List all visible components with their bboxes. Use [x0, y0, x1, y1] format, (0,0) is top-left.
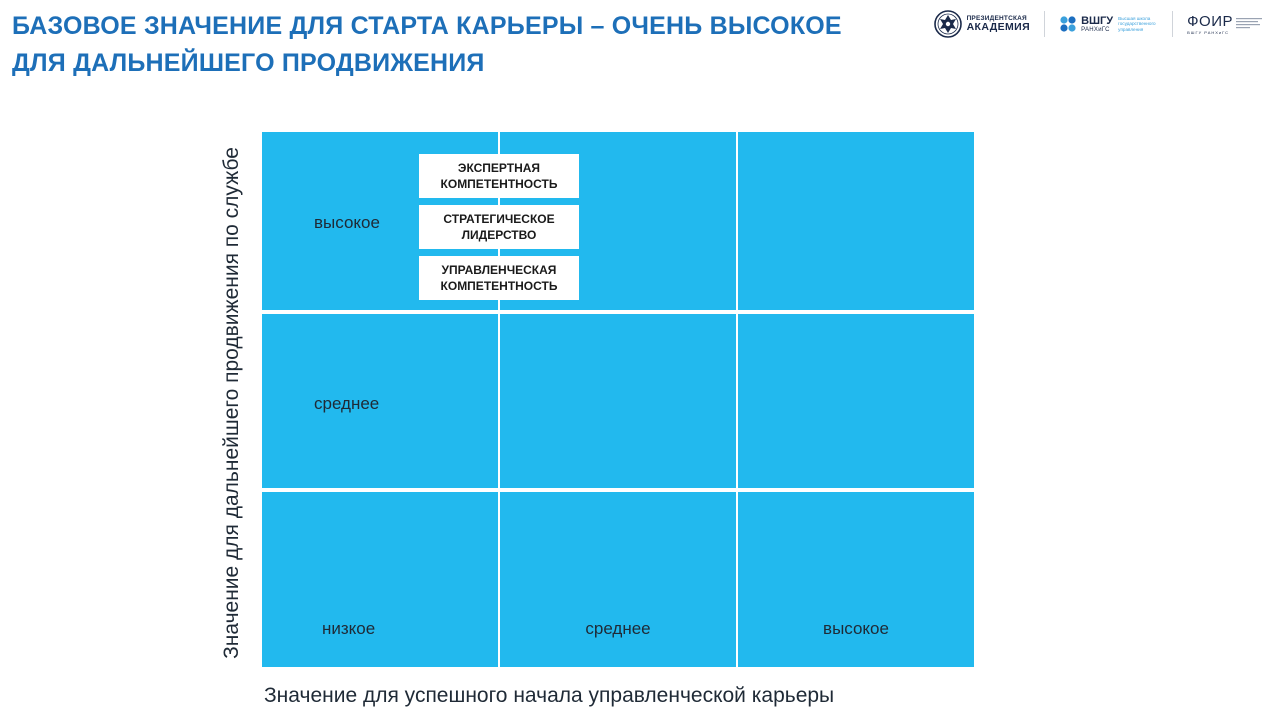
logo-divider [1172, 11, 1173, 37]
vshgu-mark-icon [1059, 15, 1077, 33]
competency-box-strategic [419, 205, 579, 249]
x-axis-label: Значение для успешного начала управленческой карьеры [264, 684, 835, 707]
cell-low-mid [500, 492, 736, 667]
competency-line: КОМПЕТЕНТНОСТЬ [440, 177, 558, 191]
cell-low-low [262, 492, 498, 667]
competency-line: ЛИДЕРСТВО [461, 228, 537, 242]
row-label-mid: среднее [314, 394, 380, 413]
competency-box-managerial [419, 256, 579, 300]
page-title-line-2: ДЛЯ ДАЛЬНЕЙШЕГО ПРОДВИЖЕНИЯ [12, 49, 485, 77]
vshgu-wordmark: ВШГУ РАНХиГС [1081, 14, 1114, 33]
ranepa-logo [933, 6, 1031, 42]
vshgu-logo [1059, 15, 1158, 33]
competency-line: КОМПЕТЕНТНОСТЬ [440, 279, 558, 293]
cell-mid-high [738, 314, 974, 488]
competency-box-expert [419, 154, 579, 198]
cell-mid-mid [500, 314, 736, 488]
y-axis-label: Значение для дальнейшего продвижения по службе [220, 147, 243, 659]
row-label-high: высокое [314, 213, 380, 232]
foir-wordmark: ФОИР ВШГУ РАНХиГС [1187, 12, 1233, 35]
cell-mid-low [262, 314, 498, 488]
competency-matrix [262, 132, 974, 667]
col-label-low: низкое [322, 619, 376, 638]
col-label-mid: среднее [585, 619, 651, 638]
page-title [12, 8, 892, 82]
competency-line: ЭКСПЕРТНАЯ [457, 161, 541, 175]
col-label-high: высокое [823, 619, 889, 638]
foir-description-icon [1236, 16, 1266, 31]
foir-logo [1187, 14, 1266, 35]
cell-low-high [738, 492, 974, 667]
vshgu-description: Высшая школа государственного управления [1118, 16, 1156, 32]
competency-line: УПРАВЛЕНЧЕСКАЯ [441, 263, 557, 277]
logo-divider [1044, 11, 1045, 37]
partner-logos [933, 3, 1266, 45]
ranepa-wordmark: ПРЕЗИДЕНТСКАЯ АКАДЕМИЯ [966, 14, 1031, 33]
cell-high-high [738, 132, 974, 310]
eagle-emblem-icon [933, 6, 963, 42]
page-title-line-1: БАЗОВОЕ ЗНАЧЕНИЕ ДЛЯ СТАРТА КАРЬЕРЫ – ОЧЕНЬ ВЫСОКОЕ [12, 12, 842, 40]
competency-line: СТРАТЕГИЧЕСКОЕ [443, 212, 555, 226]
